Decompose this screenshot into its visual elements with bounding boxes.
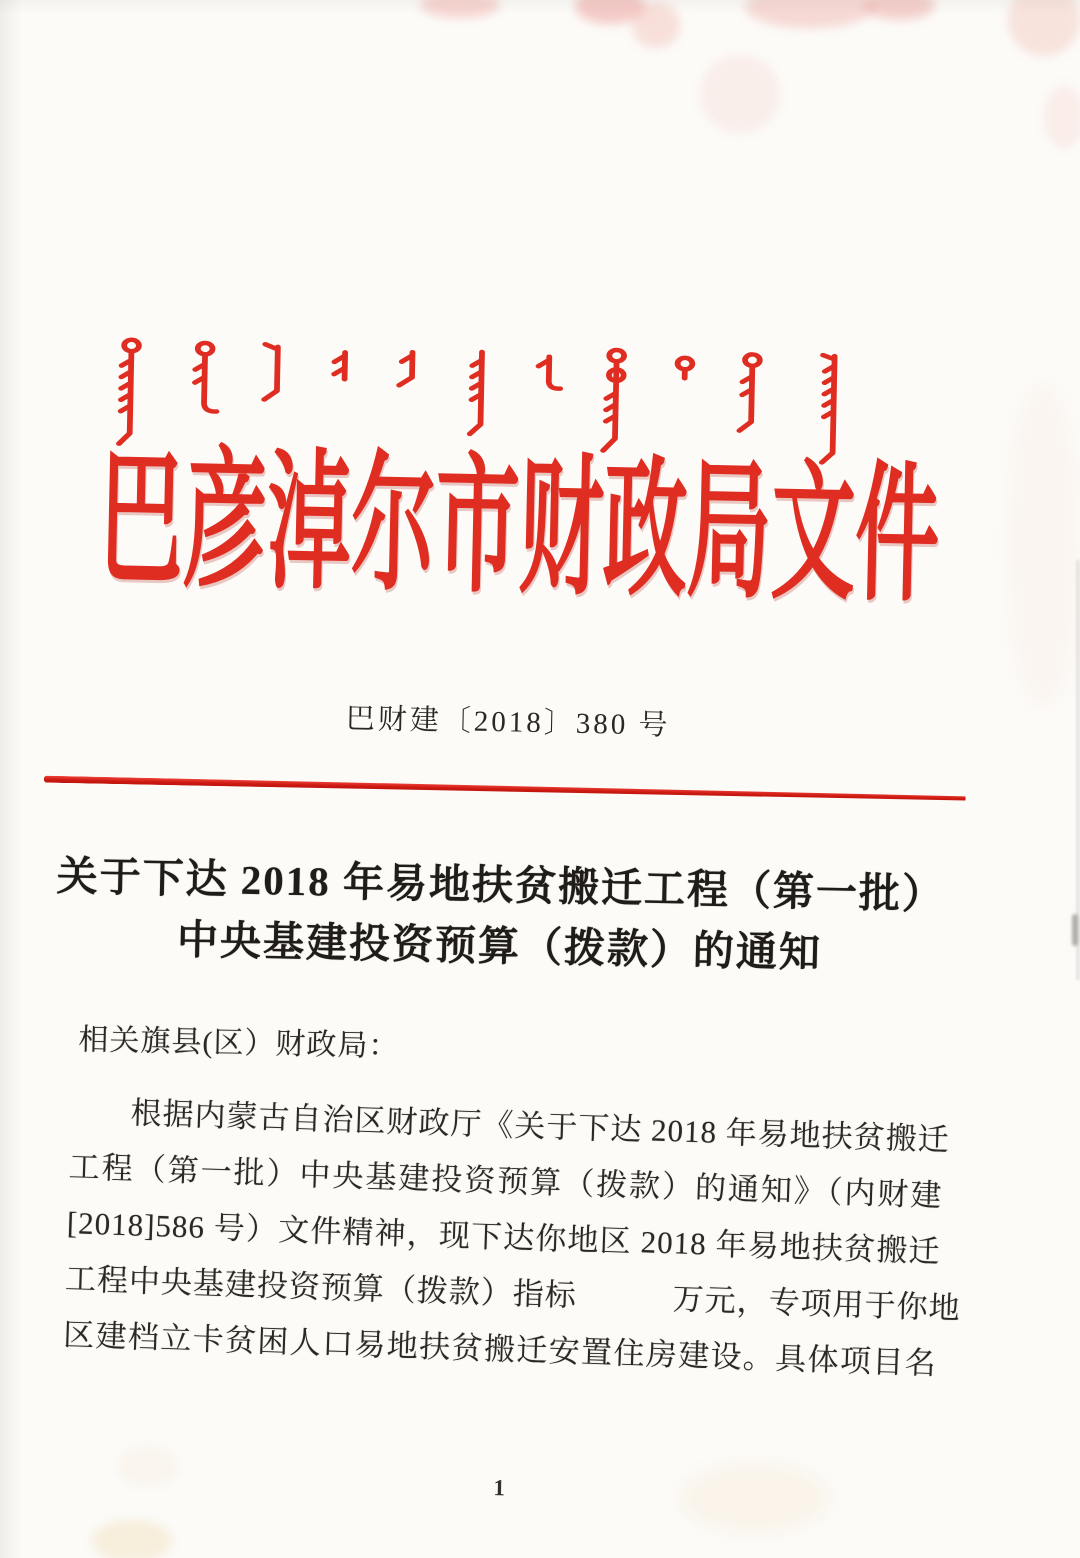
mongolian-glyph — [603, 350, 624, 451]
mongolian-glyph — [264, 344, 278, 400]
mongolian-glyph — [119, 340, 139, 444]
mongolian-glyph — [821, 355, 835, 463]
document-number: 巴财建〔2018〕380 号 — [345, 702, 671, 742]
mongolian-glyph — [739, 354, 760, 431]
page-number: 1 — [493, 1475, 506, 1501]
paragraph-line4-after-gap: 万元，专项用于你地 — [672, 1281, 962, 1326]
paragraph-line: 根据内蒙古自治区财政厅《关于下达 2018 年易地扶贫搬迁 — [130, 1095, 951, 1158]
mongolian-glyph — [334, 352, 345, 379]
paragraph-line4-before-gap: 工程中央基建投资预算（拨款）指标 — [64, 1261, 578, 1314]
mongolian-glyph — [470, 352, 482, 434]
document-title-line2: 中央基建投资预算（拨款）的通知 — [176, 916, 823, 976]
mongolian-glyph — [194, 343, 218, 412]
mongolian-glyph — [538, 356, 561, 388]
body-paragraph — [62, 1083, 962, 1392]
agency-title: 巴彦淖尔市财政局文件 — [97, 436, 941, 621]
red-divider-rule — [44, 776, 966, 802]
paragraph-line: 工程（第一批）中央基建投资预算（拨款）的通知》（内财建 — [68, 1149, 943, 1214]
redacted-amount-gap — [576, 1268, 674, 1327]
document-title-line1: 关于下达 2018 年易地扶贫搬迁工程（第一批） — [56, 852, 946, 918]
salutation: 相关旗县(区）财政局： — [78, 1023, 400, 1064]
paragraph-line: 区建档立卡贫困人口易地扶贫搬迁安置住房建设。具体项目名 — [62, 1317, 938, 1382]
mongolian-glyph — [399, 352, 412, 386]
paragraph-line: [2018]586 号）文件精神，现下达你地区 2018 年易地扶贫搬迁 — [66, 1205, 942, 1270]
document-title — [0, 845, 1004, 988]
mongolian-glyph — [677, 358, 692, 379]
